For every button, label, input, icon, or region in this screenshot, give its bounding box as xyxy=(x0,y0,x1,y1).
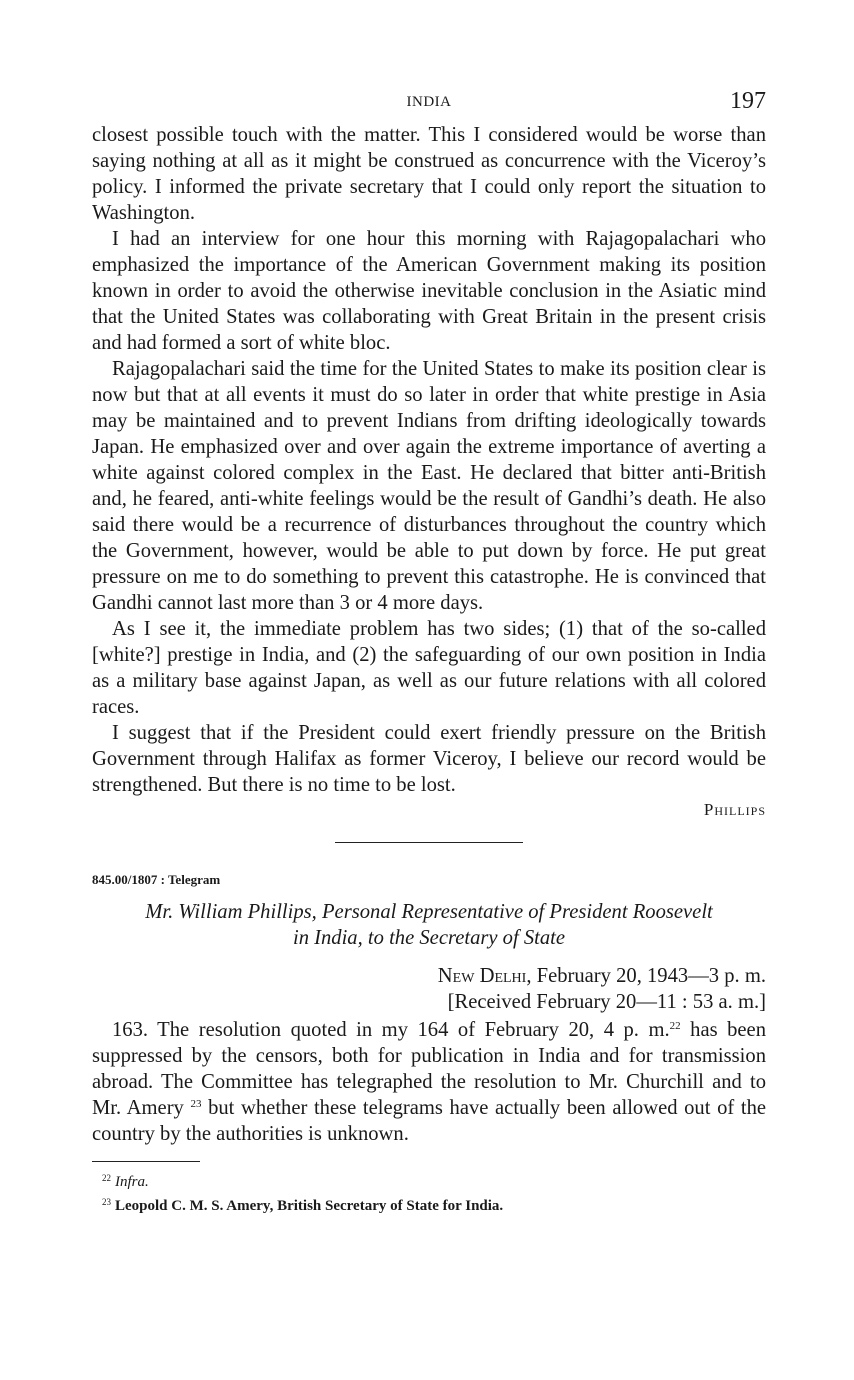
place-name: New Delhi xyxy=(437,965,527,987)
paragraph: I suggest that if the President could exert friendly pressure on the British Government through Halifax as former Viceroy, I believe our record would be strengthened. But there is no time to be lost. xyxy=(92,722,766,796)
footnote-text: Infra. xyxy=(115,1174,149,1190)
footnote-ref: 23 xyxy=(190,1098,202,1110)
document-title-line: in India, to the Secretary of State xyxy=(292,927,566,949)
telegram-text: but whether these telegrams have actually been allowed out of the country by the authorities is unknown. xyxy=(92,1097,767,1145)
paragraph: As I see it, the immediate problem has two sides; (1) that of the so-called [white?] prestige in India, and (2) the safeguarding of our own position in India as a military base against Japan, as well as our future relations with all colored races. xyxy=(92,618,766,718)
running-title: INDIA xyxy=(406,94,452,110)
document-page xyxy=(92,86,766,1216)
document-title-line: Mr. William Phillips, Personal Representative of President Roosevelt xyxy=(145,901,713,923)
dateline xyxy=(92,963,766,1015)
signature: Phillips xyxy=(703,800,766,819)
page-number: 197 xyxy=(730,88,766,114)
running-head xyxy=(92,86,766,122)
telegram-text: has been suppressed by the censors, both for publication in India and for transmission abroad. The Committee has telegraphed the resolution to Mr. Churchill and to Mr. Amery xyxy=(92,1019,766,1119)
footnote-divider xyxy=(92,1161,200,1162)
section-divider xyxy=(335,842,523,843)
footnote xyxy=(92,1168,766,1192)
paragraph: Rajagopalachari said the time for the United States to make its position clear is now but that at all events it must do so later in order that white prestige in Asia may be maintained and to prevent Indians from drifting ideologically towards Japan. He emphasized over and over again the extreme importance of averting a white against colored complex in the East. He declared that bitter anti-British and, he feared, anti-white feelings would be the result of Gandhi’s death. He also said there would be a recurrence of disturbances throughout the country which the Government, however, would be able to put down by force. He put great pressure on me to do something to prevent this catastrophe. He is convinced that Gandhi cannot last more than 3 or 4 more days. xyxy=(92,358,766,614)
footnote-mark: 22 xyxy=(102,1173,111,1183)
paragraph xyxy=(92,1017,766,1147)
received-date: [Received February 20—11 : 53 a. m.] xyxy=(447,991,766,1013)
footnote-mark: 23 xyxy=(102,1197,111,1207)
footnote xyxy=(92,1192,766,1216)
sent-date xyxy=(92,963,766,989)
letter-body xyxy=(92,122,766,798)
file-reference: 845.00/1807 : Telegram xyxy=(92,872,221,887)
footnotes xyxy=(92,1168,766,1216)
footnote-ref: 22 xyxy=(669,1020,681,1032)
footnote-text: Leopold C. M. S. Amery, British Secretary of State for India. xyxy=(115,1198,504,1214)
paragraph: I had an interview for one hour this morning with Rajagopalachari who emphasized the importance of the American Government making its position known in order to avoid the otherwise inevitable conclusion in the Asiatic mind that the United States was collaborating with Great Britain in the present crisis and had formed a sort of white bloc. xyxy=(92,228,766,354)
document-title xyxy=(92,899,766,951)
sent-date-text: , February 20, 1943—3 p. m. xyxy=(526,965,766,987)
telegram-body xyxy=(92,1017,766,1147)
paragraph: closest possible touch with the matter. This I considered would be worse than saying nothing at all as it might be construed as concurrence with the Viceroy’s policy. I informed the private secretary that I could only report the situation to Washington. xyxy=(92,124,766,224)
telegram-text: 163. The resolution quoted in my 164 of February 20, 4 p. m. xyxy=(112,1019,670,1041)
